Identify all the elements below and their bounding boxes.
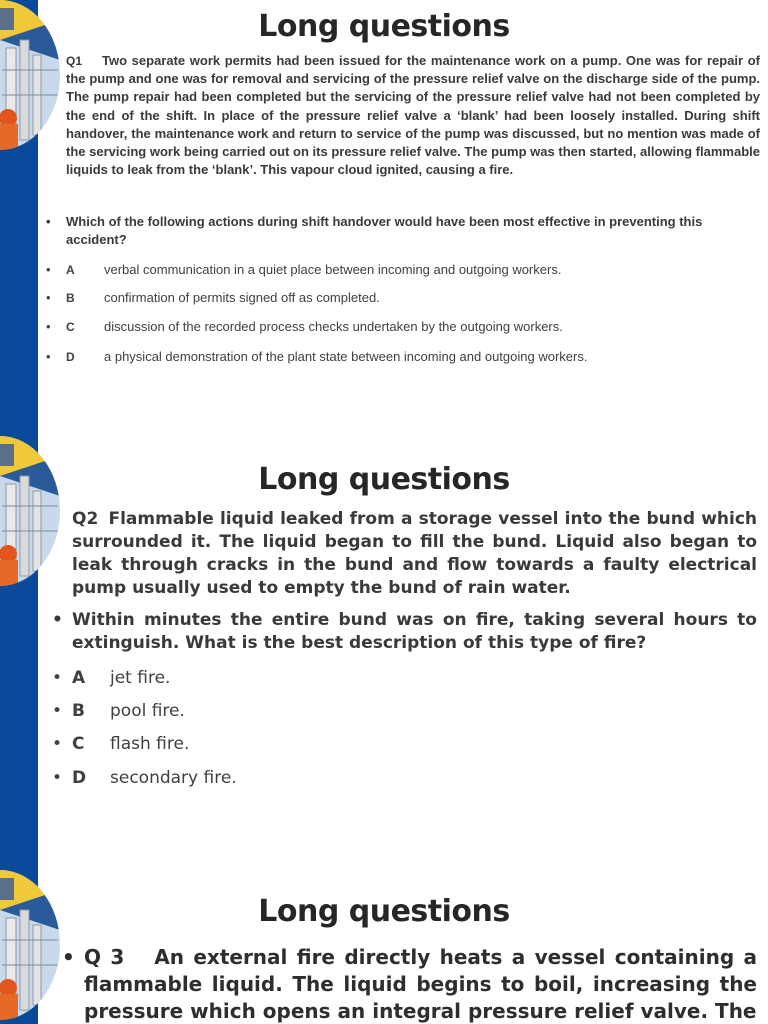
option-text: discussion of the recorded process checks undertaken by the outgoing workers. xyxy=(104,319,563,334)
answer-option-a[interactable] xyxy=(46,262,561,277)
question-label: Q1 xyxy=(66,54,83,68)
question-prompt xyxy=(46,213,736,249)
answer-option-b[interactable] xyxy=(46,290,380,305)
bullet: • xyxy=(52,701,63,721)
slide-1 xyxy=(0,0,768,432)
bullet: • xyxy=(46,319,51,334)
question-text xyxy=(62,944,757,1024)
option-text: pool fire. xyxy=(110,701,185,721)
bullet: • xyxy=(46,349,51,364)
answer-option-d[interactable] xyxy=(52,768,237,788)
bullet: • xyxy=(52,734,63,754)
slide-3 xyxy=(0,866,768,1024)
option-letter: A xyxy=(66,263,75,277)
option-letter: D xyxy=(66,350,75,364)
industrial-plant-emblem xyxy=(0,870,60,1020)
question-body: An external fire directly heats a vessel containing a flammable liquid. The liquid begins to boil, increasing the pressure which opens an integral pressure relief valve. The xyxy=(84,945,757,1023)
bullet: • xyxy=(46,262,51,277)
answer-option-a[interactable] xyxy=(52,668,170,688)
answer-option-c[interactable] xyxy=(46,319,563,334)
question-text xyxy=(72,508,757,600)
option-letter: A xyxy=(72,668,86,688)
option-letter: C xyxy=(66,320,75,334)
slide-2 xyxy=(0,432,768,866)
option-text: secondary fire. xyxy=(110,768,237,788)
question-body: Flammable liquid leaked from a storage vessel into the bund which surrounded it. The liquid began to fill the bund. Liquid also began to leak through cracks in the bund and flow towards a faulty electrical pump usually used to empty the bund of rain water. xyxy=(72,509,758,598)
question-label: Q 3 xyxy=(84,945,125,969)
bullet: • xyxy=(46,290,51,305)
option-text: a physical demonstration of the plant state between incoming and outgoing workers. xyxy=(104,349,588,364)
option-letter: D xyxy=(72,768,87,788)
question-prompt xyxy=(52,609,757,655)
option-letter: B xyxy=(66,291,75,305)
option-text: flash fire. xyxy=(110,734,190,754)
option-letter: C xyxy=(72,734,85,754)
slide-title: Long questions xyxy=(258,9,510,44)
bullet: • xyxy=(52,768,63,788)
question-body: Two separate work permits had been issued for the maintenance work on a pump. One was for repair of the pump and one was for removal and servicing of the pressure relief valve on the discharge side of the pump. The pump repair had been completed but the servicing of the pressure relief valve had not been completed by the end of the shift. In place of the pressure relief valve a ‘blank’ had been loosely installed. During shift handover, the maintenance work and return to service of the pump was discussed, but no mention was made of the servicing work being carried out on its pressure relief valve. The pump was then started, allowing flammable liquids to leak from the ‘blank’. This vapour cloud ignited, causing a fire. xyxy=(66,53,760,178)
option-text: confirmation of permits signed off as completed. xyxy=(104,290,380,305)
option-text: jet fire. xyxy=(110,668,171,688)
option-text: verbal communication in a quiet place between incoming and outgoing workers. xyxy=(104,262,562,277)
bullet: • xyxy=(46,214,51,229)
bullet: • xyxy=(62,945,75,969)
slide-title: Long questions xyxy=(258,462,510,497)
answer-option-d[interactable] xyxy=(46,349,587,364)
answer-option-b[interactable] xyxy=(52,701,185,721)
answer-option-c[interactable] xyxy=(52,734,189,754)
question-label: Q2 xyxy=(72,509,99,529)
bullet: • xyxy=(52,668,63,688)
option-letter: B xyxy=(72,701,85,721)
bullet: • xyxy=(52,610,63,630)
industrial-plant-emblem xyxy=(0,436,60,586)
slide-title: Long questions xyxy=(258,894,510,929)
question-body-wrap xyxy=(84,944,757,1024)
prompt-text: Which of the following actions during shift handover would have been most effective in preventing this accident? xyxy=(66,214,703,247)
prompt-text: Within minutes the entire bund was on fire, taking several hours to extinguish. What is the best description of this type of fire? xyxy=(72,610,757,653)
question-text xyxy=(66,52,760,179)
